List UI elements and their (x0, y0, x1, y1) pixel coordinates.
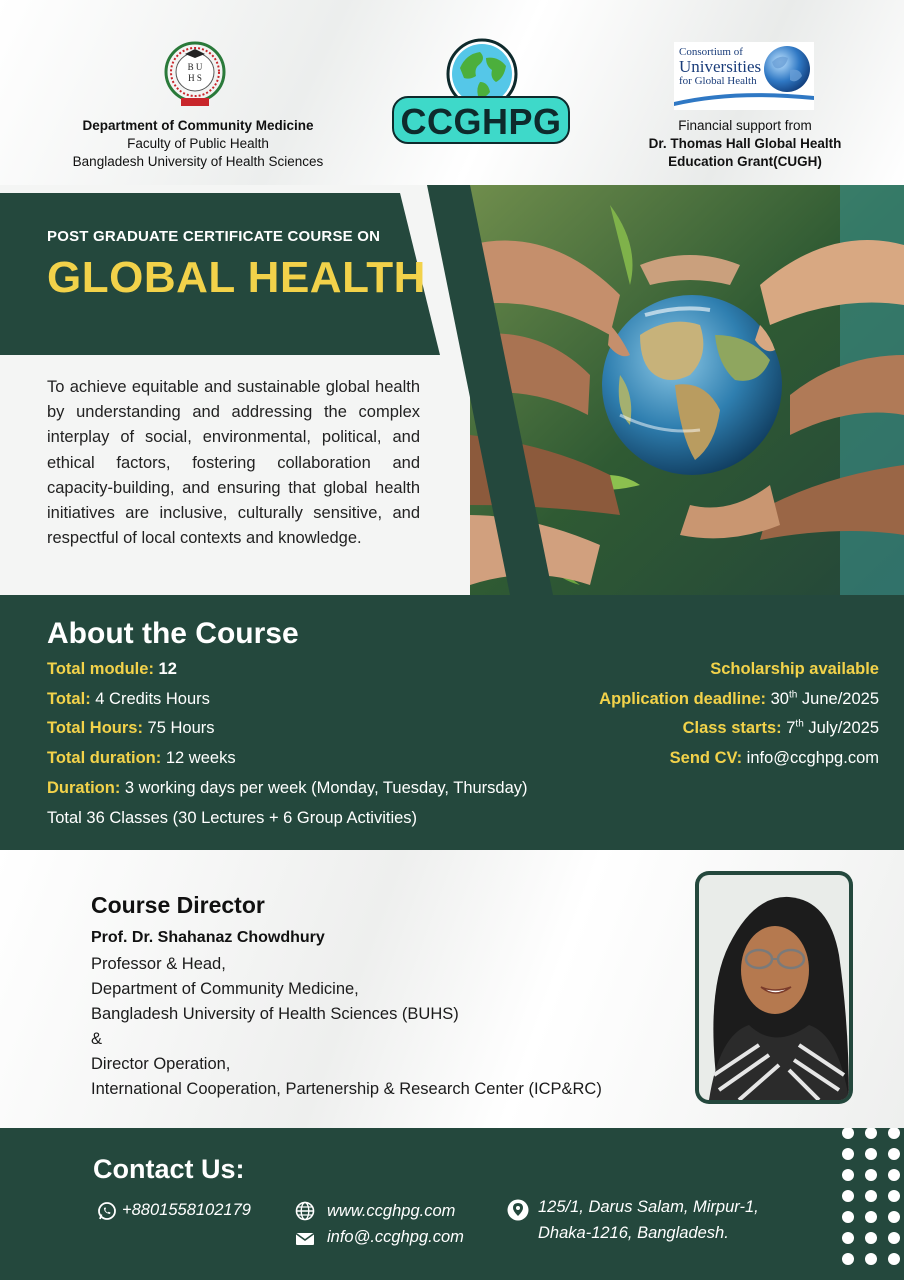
address-line1: 125/1, Darus Salam, Mirpur-1, (538, 1198, 759, 1216)
support-line3: Education Grant(CUGH) (668, 154, 822, 169)
decorative-dot (888, 1190, 900, 1202)
hero-section (0, 185, 904, 595)
department-block (20, 117, 376, 171)
decorative-dot (865, 1211, 877, 1223)
globe-icon (295, 1201, 315, 1221)
cv-email-link[interactable]: info@ccghpg.com (746, 749, 879, 768)
svg-text:B U: B U (187, 62, 203, 72)
decorative-dot (865, 1169, 877, 1181)
website-link[interactable]: www.ccghpg.com (327, 1202, 456, 1220)
location-icon (507, 1199, 529, 1221)
financial-support-block (620, 117, 870, 171)
decorative-dot (888, 1232, 900, 1244)
decorative-dot (842, 1190, 854, 1202)
ccghpg-logo: CCGHPG (392, 96, 570, 144)
mail-icon (295, 1229, 315, 1249)
contact-title: Contact Us: (93, 1154, 245, 1184)
deadline-row: Application deadline: 30th June/2025 (599, 689, 879, 708)
cugh-line1: Consortium of (679, 46, 743, 58)
decorative-dot (842, 1232, 854, 1244)
decorative-dot (842, 1253, 854, 1265)
faculty-name: Faculty of Public Health (127, 136, 269, 151)
director-line: Bangladesh University of Health Sciences (BUHS) (91, 1005, 459, 1023)
scholarship-note: Scholarship available (710, 660, 879, 678)
whatsapp-icon (97, 1201, 117, 1221)
decorative-dot (888, 1253, 900, 1265)
address (538, 1194, 759, 1246)
course-objective: To achieve equitable and sustainable global health by understanding and addressing the complex interplay of social, environmental, political, and ethical factors, fostering collaboration and capacity-building, and ensuring that global health initiatives are inclusive, culturally sensitive, and respectful of local contexts and knowledge. (47, 378, 420, 548)
director-line: International Cooperation, Partenership & Research Center (ICP&RC) (91, 1080, 602, 1098)
director-line: Director Operation, (91, 1055, 231, 1073)
decorative-dot (888, 1169, 900, 1181)
decorative-dot (842, 1128, 854, 1139)
decorative-dot (888, 1211, 900, 1223)
cugh-line2: Universities (679, 57, 762, 76)
director-photo-frame (695, 871, 853, 1104)
decorative-dot (842, 1169, 854, 1181)
course-director-section (0, 850, 904, 1128)
detail-row: Total 36 Classes (30 Lectures + 6 Group Activities) (47, 808, 418, 827)
cugh-globe-icon (762, 44, 812, 94)
course-details-left (47, 655, 528, 833)
director-name: Prof. Dr. Shahanaz Chowdhury (91, 929, 325, 946)
director-line: & (91, 1030, 103, 1048)
detail-row: Total module: 12 (47, 660, 177, 678)
cugh-logo (674, 42, 814, 110)
decorative-dot (865, 1190, 877, 1202)
detail-row: Total duration: 12 weeks (47, 749, 236, 768)
director-photo (699, 875, 849, 1100)
svg-text:H S: H S (188, 73, 202, 83)
director-line: Department of Community Medicine, (91, 980, 359, 998)
phone-number[interactable]: +8801558102179 (122, 1201, 251, 1219)
decorative-dot (842, 1148, 854, 1160)
decorative-dots (840, 1128, 904, 1280)
course-title: GLOBAL HEALTH (47, 253, 426, 302)
director-line: Professor & Head, (91, 955, 226, 973)
decorative-dot (865, 1232, 877, 1244)
course-type: POST GRADUATE CERTIFICATE COURSE ON (47, 228, 381, 245)
contact-section (0, 1128, 904, 1280)
detail-row: Total Hours: 75 Hours (47, 719, 215, 738)
detail-row: Total: 4 Credits Hours (47, 689, 210, 708)
about-course-section (0, 595, 904, 850)
decorative-dot (888, 1128, 900, 1139)
address-line2: Dhaka-1216, Bangladesh. (538, 1224, 729, 1242)
director-titles (91, 952, 602, 1102)
university-name: Bangladesh University of Health Sciences (72, 154, 324, 169)
decorative-dot (865, 1253, 877, 1265)
dept-name: Department of Community Medicine (82, 118, 314, 133)
decorative-dot (865, 1128, 877, 1139)
send-cv-row: Send CV: info@ccghpg.com (669, 749, 879, 768)
detail-row: Duration: 3 working days per week (Monday, Tuesday, Thursday) (47, 778, 528, 797)
cugh-swoosh (674, 88, 814, 108)
cugh-line3: for Global Health (679, 75, 757, 87)
header (0, 0, 904, 185)
about-title: About the Course (47, 617, 299, 650)
decorative-dot (888, 1148, 900, 1160)
course-details-right (599, 655, 879, 774)
decorative-dot (842, 1211, 854, 1223)
buhs-logo (163, 40, 227, 108)
support-line2: Dr. Thomas Hall Global Health (648, 136, 842, 151)
class-start-row: Class starts: 7th July/2025 (682, 718, 879, 738)
email-link[interactable]: info@.ccghpg.com (327, 1228, 464, 1246)
decorative-dot (865, 1148, 877, 1160)
support-line1: Financial support from (678, 118, 812, 133)
director-heading: Course Director (91, 892, 265, 918)
